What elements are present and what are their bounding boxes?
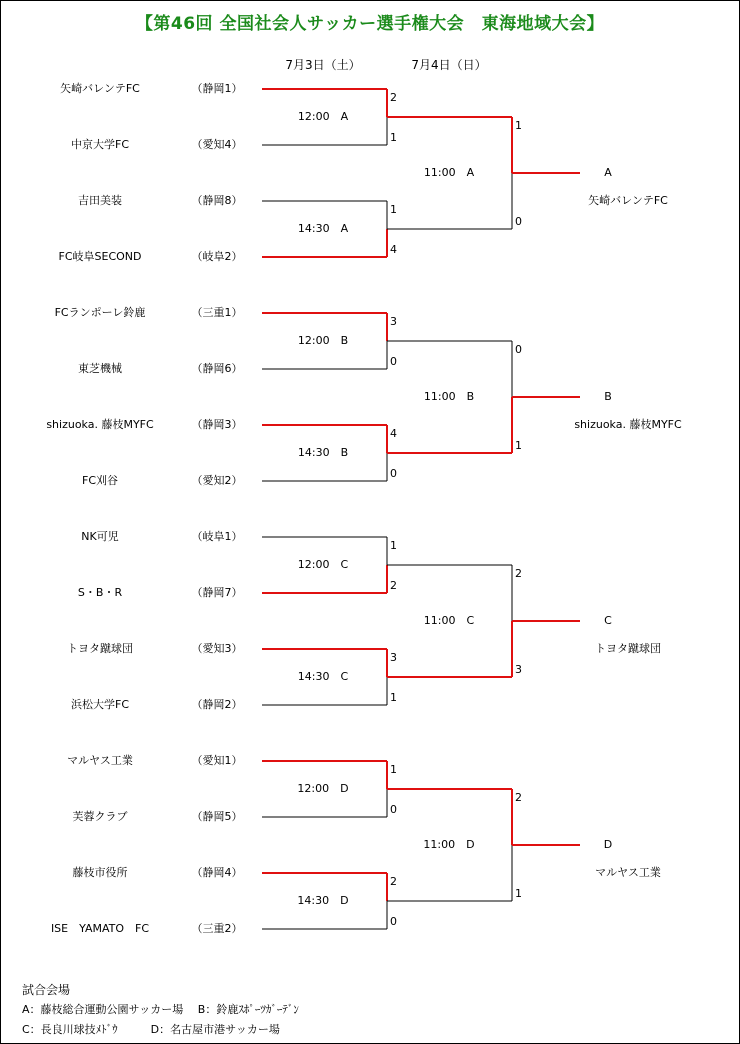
group-label: A — [604, 166, 612, 179]
group-winner: トヨタ蹴球団 — [595, 642, 661, 655]
group-winner: マルヤス工業 — [595, 866, 661, 879]
team-name: 東芝機械 — [78, 362, 122, 375]
semi-score: 0 — [390, 355, 397, 368]
semi-score: 1 — [390, 203, 397, 216]
team-pref: （静岡8） — [191, 194, 243, 207]
semi-score: 2 — [390, 579, 397, 592]
team-name: 浜松大学FC — [70, 698, 130, 711]
team-name: 芙蓉クラブ — [72, 810, 128, 823]
team-pref: （愛知1） — [191, 754, 243, 767]
semi-score: 3 — [390, 651, 397, 664]
team-name: ISE YAMATO FC — [50, 922, 150, 935]
page-title: 【第46回 全国社会人サッカー選手権大会 東海地域大会】 — [135, 14, 605, 34]
team-pref: （三重2） — [191, 922, 243, 935]
semi-score: 1 — [390, 691, 397, 704]
semi-score: 2 — [390, 875, 397, 888]
team-pref: （静岡5） — [191, 810, 243, 823]
team-pref: （静岡4） — [191, 866, 243, 879]
venue-title: 試合会場 — [22, 983, 71, 997]
group-winner: shizuoka. 藤枝MYFC — [574, 418, 682, 431]
semi-score: 1 — [390, 539, 397, 552]
final-time: 11:00 C — [423, 614, 475, 627]
semi-score: 1 — [390, 131, 397, 144]
venue-line-2: C：長良川球技ﾒﾄﾞｳ D：名古屋市港サッカー場 — [22, 1023, 280, 1036]
final-time: 11:00 D — [423, 838, 475, 851]
semi-score: 4 — [390, 243, 397, 256]
team-pref: （三重1） — [191, 306, 243, 319]
semi-time: 12:00 B — [297, 334, 349, 347]
final-score: 1 — [515, 119, 522, 132]
group-label: B — [604, 390, 612, 403]
final-time: 11:00 B — [423, 390, 475, 403]
team-name: shizuoka. 藤枝MYFC — [46, 418, 154, 431]
semi-score: 1 — [390, 763, 397, 776]
team-name: マルヤス工業 — [67, 754, 133, 767]
semi-score: 0 — [390, 915, 397, 928]
semi-score: 0 — [390, 467, 397, 480]
team-pref: （静岡7） — [191, 586, 243, 599]
team-name: NK可児 — [81, 530, 119, 543]
group-label: D — [603, 838, 613, 851]
group-label: C — [604, 614, 612, 627]
team-name: トヨタ蹴球団 — [67, 642, 133, 655]
final-score: 2 — [515, 791, 522, 804]
semi-score: 3 — [390, 315, 397, 328]
semi-score: 4 — [390, 427, 397, 440]
final-time: 11:00 A — [423, 166, 475, 179]
team-pref: （静岡2） — [191, 698, 243, 711]
final-score: 1 — [515, 439, 522, 452]
team-pref: （静岡6） — [191, 362, 243, 375]
semi-time: 12:00 D — [297, 782, 349, 795]
team-name: FCランポーレ鈴鹿 — [54, 306, 146, 319]
final-score: 0 — [515, 343, 522, 356]
group-winner: 矢崎バレンテFC — [588, 194, 668, 207]
team-name: FC岐阜SECOND — [58, 250, 142, 263]
semi-time: 14:30 C — [297, 670, 349, 683]
date-day2: 7月4日（日） — [411, 58, 487, 72]
final-score: 1 — [515, 887, 522, 900]
team-name: 中京大学FC — [70, 138, 130, 151]
team-pref: （愛知2） — [191, 474, 243, 487]
team-pref: （愛知3） — [191, 642, 243, 655]
team-name: 矢崎バレンテFC — [60, 82, 140, 95]
date-day1: 7月3日（土） — [285, 58, 361, 72]
team-pref: （静岡3） — [191, 418, 243, 431]
team-name: 吉田美装 — [78, 194, 122, 207]
semi-score: 0 — [390, 803, 397, 816]
venue-line-1: A：藤枝総合運動公園サッカー場 B：鈴鹿ｽﾎﾟｰﾂｶﾞｰﾃﾞﾝ — [22, 1003, 299, 1016]
team-name: 藤枝市役所 — [72, 866, 128, 879]
team-pref: （静岡1） — [191, 82, 243, 95]
team-name: FC刈谷 — [81, 474, 119, 487]
final-score: 0 — [515, 215, 522, 228]
team-name: S・B・R — [77, 586, 123, 599]
final-score: 2 — [515, 567, 522, 580]
team-pref: （愛知4） — [191, 138, 243, 151]
semi-time: 12:00 A — [297, 110, 349, 123]
final-score: 3 — [515, 663, 522, 676]
semi-time: 14:30 B — [297, 446, 349, 459]
semi-time: 14:30 D — [297, 894, 349, 907]
semi-time: 14:30 A — [297, 222, 349, 235]
semi-score: 2 — [390, 91, 397, 104]
venue-list — [22, 980, 299, 1040]
semi-time: 12:00 C — [297, 558, 349, 571]
team-pref: （岐阜2） — [191, 250, 243, 263]
team-pref: （岐阜1） — [191, 530, 243, 543]
